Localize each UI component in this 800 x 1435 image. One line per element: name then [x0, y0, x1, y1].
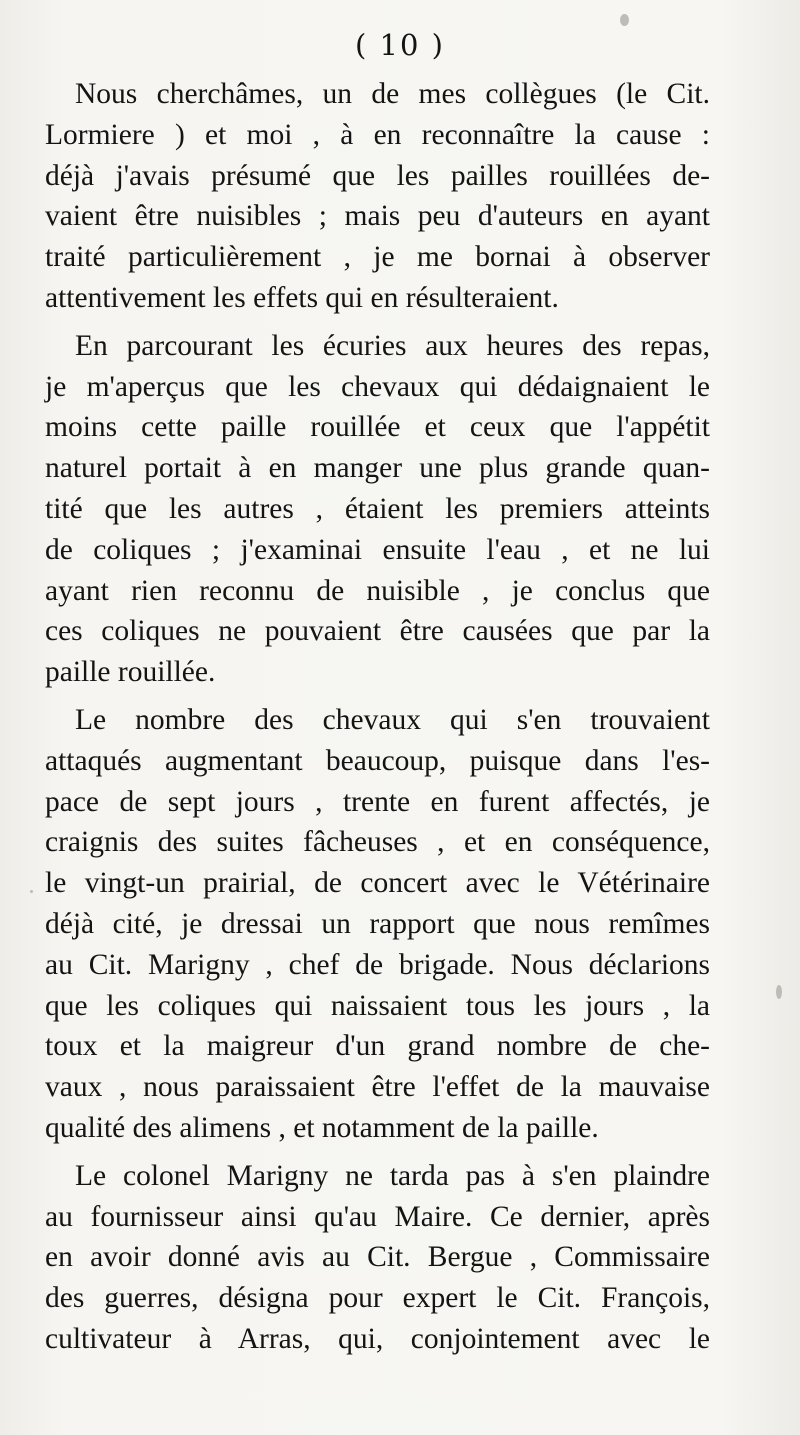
text-line: je m'aperçus que les chevaux qui dédaignaient le: [45, 370, 710, 403]
paper-speck: [776, 985, 782, 999]
text-line: moins cette paille rouillée et ceux que l'appétit: [45, 411, 710, 444]
text-line: ayant rien reconnu de nuisible , je conclus que: [45, 574, 710, 607]
text-line: des guerres, désigna pour expert le Cit. François,: [45, 1282, 710, 1315]
text-line: déjà j'avais présumé que les pailles rouillées de-: [45, 159, 710, 192]
text-line: déjà cité, je dressai un rapport que nous remîmes: [45, 907, 710, 940]
paragraph-1: [45, 74, 710, 319]
page-number: ( 10 ): [355, 28, 445, 62]
text-line: vaux , nous paraissaient être l'effet de la mauvaise: [45, 1071, 710, 1104]
paragraph-3: [45, 700, 710, 1149]
text-line: pace de sept jours , trente en furent affectés, je: [45, 785, 710, 818]
text-line: craignis des suites fâcheuses , et en conséquence,: [45, 826, 710, 859]
body-text: [45, 74, 710, 1360]
text-line: traité particulièrement , je me bornai à observer: [45, 241, 710, 274]
text-line: Le colonel Marigny ne tarda pas à s'en plaindre: [75, 1159, 710, 1192]
paragraph-2: [45, 326, 710, 693]
text-line: au Cit. Marigny , chef de brigade. Nous déclarions: [45, 948, 710, 981]
text-line: naturel portait à en manger une plus grande quan-: [45, 452, 710, 485]
text-line: le vingt-un prairial, de concert avec le Vétérinaire: [45, 867, 710, 900]
text-line: toux et la maigreur d'un grand nombre de che-: [45, 1030, 710, 1063]
text-line: paille rouillée.: [45, 656, 216, 689]
paper-speck: [620, 14, 629, 26]
paper-speck: [30, 890, 33, 893]
text-line: En parcourant les écuries aux heures des repas,: [75, 329, 710, 362]
text-line: Le nombre des chevaux qui s'en trouvaient: [75, 703, 710, 736]
text-line: vaient être nuisibles ; mais peu d'auteurs en ayant: [45, 200, 710, 233]
text-line: au fournisseur ainsi qu'au Maire. Ce dernier, après: [45, 1200, 710, 1233]
text-line: que les coliques qui naissaient tous les jours , la: [45, 989, 710, 1022]
text-line: Lormiere ) et moi , à en reconnaître la cause :: [45, 118, 710, 151]
text-line: ces coliques ne pouvaient être causées que par la: [45, 615, 710, 648]
text-line: qualité des alimens , et notamment de la paille.: [45, 1111, 599, 1144]
text-line: en avoir donné avis au Cit. Bergue , Commissaire: [45, 1241, 710, 1274]
text-line: Nous cherchâmes, un de mes collègues (le Cit.: [75, 78, 710, 110]
text-line: attentivement les effets qui en résulteraient.: [45, 281, 559, 314]
text-line: tité que les autres , étaient les premiers atteints: [45, 492, 710, 525]
paragraph-4: [45, 1156, 710, 1360]
text-line: cultivateur à Arras, qui, conjointement avec le: [45, 1322, 710, 1355]
text-line: de coliques ; j'examinai ensuite l'eau , et ne lui: [45, 533, 710, 566]
text-line: attaqués augmentant beaucoup, puisque dans l'es-: [45, 744, 710, 777]
